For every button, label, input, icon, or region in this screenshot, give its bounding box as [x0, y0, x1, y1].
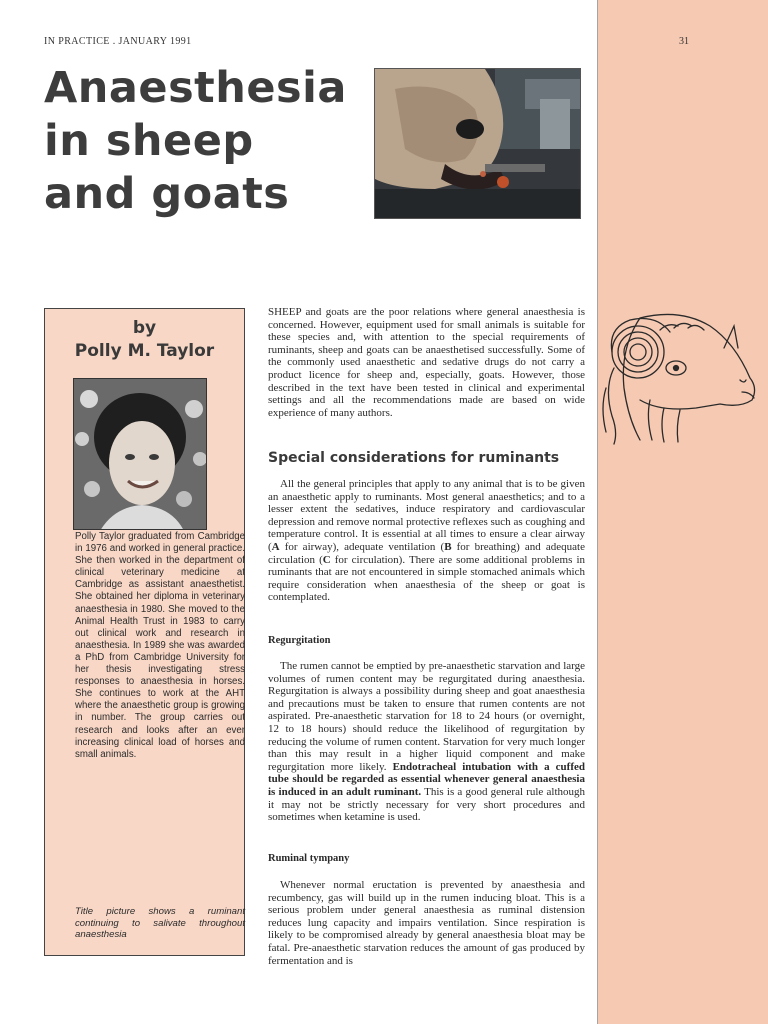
special-text-1: All the general principles that apply to any animal that is to be given an anaesthetic apply to ruminants. Most general anaesthetics; and to a lesser extent the sedatives, induce respiratory and cardiovascular depression and remove normal protective reflexes such as coughing and temperature control. It is essential at all times to ensure a clear airway ( [268, 478, 585, 553]
regurg-text-1: The rumen cannot be emptied by pre-anaesthetic starvation and large volumes of rumen content may be regurgitated during anaesthesia. Regurgitation is always a possibility during sheep and goat anaesthesia and precautions must be taken to ensure that rumen contents are not aspirated. Pre-anaesthetic starvation for 18 to 24 hours (or overnight, 12 to 18 hours) should reduce the likelihood of regurgitation by reducing the volume of rumen content. Starvation for very much longer than this may result in a higher liquid component and make regurgitation more likely. [268, 660, 585, 773]
running-head: IN PRACTICE . JANUARY 1991 [44, 36, 192, 47]
tympany-paragraph: Whenever normal eructation is prevented by anaesthesia and recumbency, gas will build up in the rumen inducing bloat. This is a serious problem under general anaesthesia as ruminal distension reduces lung capacity and impairs ventilation. Since respiration is likely to be compromised already by general anaesthesia bloat may be fatal. Pre-anaesthetic starvation reduces the amount of gas produced by fermentation and is [268, 879, 585, 967]
title-line: and goats [44, 169, 290, 219]
regurgitation-paragraph [268, 660, 585, 824]
regurg-text-2: This is a good general rule although it may not be strictly necessary for very short procedures and sometimes when ketamine is used. [268, 785, 585, 824]
byline-author: Polly M. Taylor [74, 341, 215, 361]
circulation-letter: C [322, 553, 331, 566]
subheading-regurgitation: Regurgitation [268, 635, 331, 646]
regurgitation-section [268, 660, 585, 824]
photo-caption: Title picture shows a ruminant continuing to salivate throughout anaesthesia [75, 906, 245, 941]
special-paragraph [268, 478, 585, 604]
author-photo [73, 378, 207, 530]
byline [45, 317, 244, 363]
page-number: 31 [679, 36, 689, 47]
regurg-bold-text: Endotracheal intubation with a cuffed tube should be regarded as essential whenever general anaesthesia is induced in an adult ruminant. [268, 760, 585, 798]
intro-paragraph [268, 306, 585, 419]
byline-by: by [132, 318, 157, 338]
subheading-ruminal-tympany: Ruminal tympany [268, 853, 350, 864]
author-bio: Polly Taylor graduated from Cambridge in 1976 and worked in general practice. She then worked in the department of clinical veterinary medicine at Cambridge as assistant anaesthetist. She obtained her diploma in veterinary anaesthesia in 1980. She moved to the Animal Health Trust in 1983 to carry out clinical work and research in anaesthesia. In 1989 she was awarded a PhD from Cambridge University for her thesis investigating stress responses to anaesthesia in horses. She continues to work at the AHT where the anaesthetic group is growing in number. The group carries out research and looks after an ever increasing clinical load of horses and small animals. [75, 531, 245, 760]
sidebar-color-band [597, 0, 768, 1024]
author-portrait-icon [74, 379, 207, 530]
intro-text: SHEEP and goats are the poor relations where general anaesthesia is concerned. However, equipment used for small animals is suitable for these species and, with attention to the special requirements of ruminants, sheep and goats can be anaesthetised successfully. Some of the commonly used anaesthetic and sedative drugs do not carry a product licence for sheep and, especially, goats. However, those described in the text have been tested in clinical and experimental settings and all the recommendations made are based on wide experience of many authors. [268, 306, 585, 419]
article-title [44, 62, 347, 221]
ruminant-head-photo-icon [375, 69, 581, 219]
special-considerations-section [268, 478, 585, 604]
author-box [44, 308, 245, 956]
section-heading-special-considerations: Special considerations for ruminants [268, 450, 560, 466]
breathing-letter: B [444, 540, 452, 553]
ram-head-illustration-icon [600, 308, 768, 446]
airway-letter: A [271, 540, 280, 553]
title-photo [374, 68, 581, 219]
title-line: Anaesthesia [44, 63, 347, 113]
ram-illustration [600, 308, 768, 446]
special-text-4: for circulation). There are some additional problems in ruminants that are not encountered in simple stomached animals which require consideration when anaesthesia of the sheep or goat is contemplated. [268, 553, 586, 604]
title-line: in sheep [44, 116, 254, 166]
special-text-2: for airway), adequate ventilation ( [279, 540, 445, 553]
special-text-3: for breathing) and adequate circulation ( [268, 540, 586, 566]
ruminal-tympany-section [268, 879, 585, 967]
